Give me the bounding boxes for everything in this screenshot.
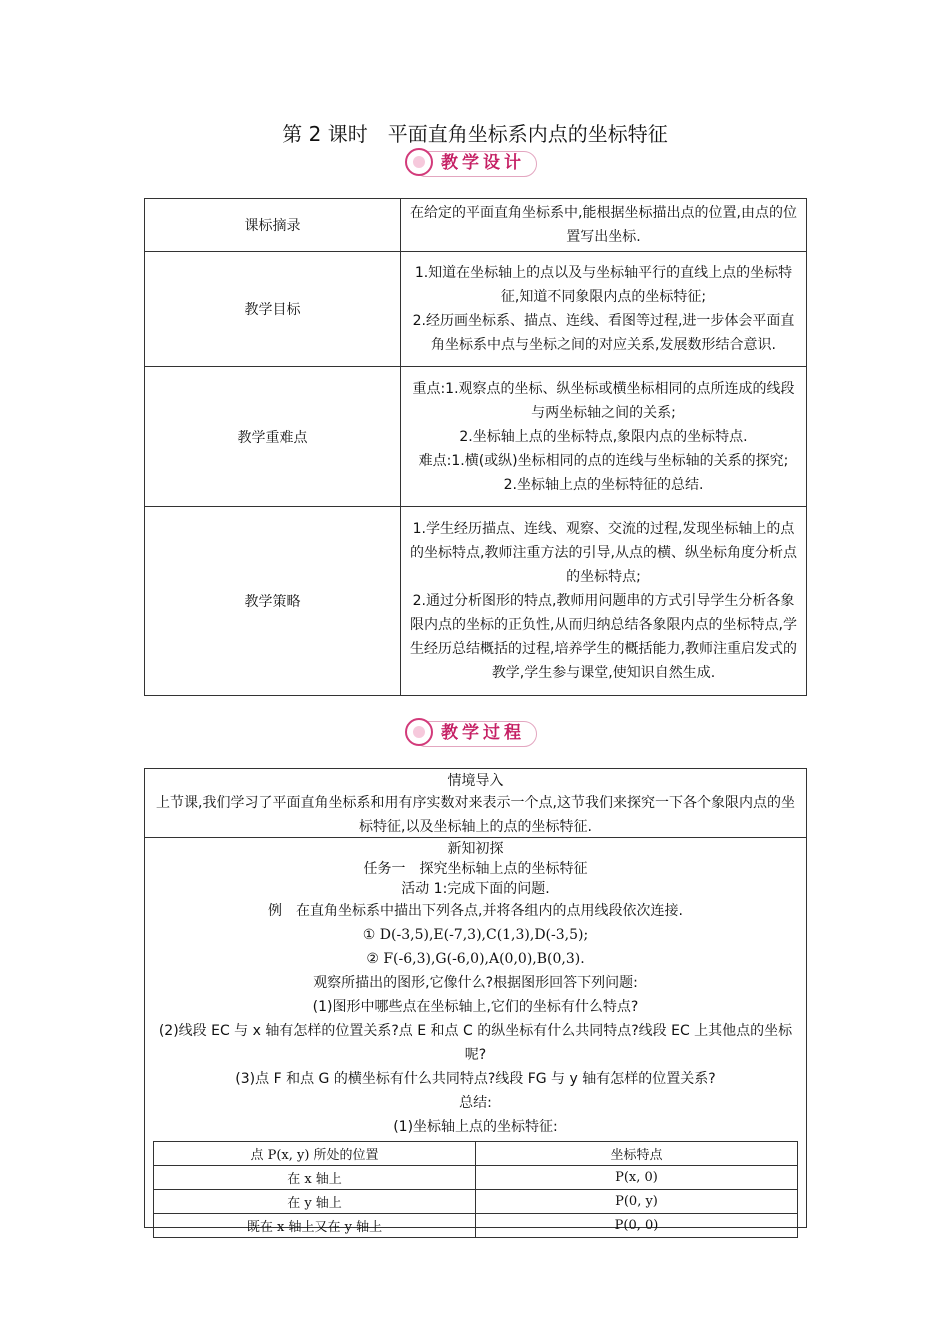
table-row [145, 367, 807, 507]
row-value: 在给定的平面直角坐标系中,能根据坐标描出点的位置,由点的位置写出坐标. [401, 199, 807, 252]
table-cell: 既在 x 轴上又在 y 轴上 [154, 1214, 476, 1238]
section-badge-process [405, 718, 537, 748]
table-row [154, 1214, 798, 1238]
table-row [145, 199, 807, 252]
table-cell: P(x, 0) [476, 1166, 798, 1190]
explore-box [144, 838, 807, 1235]
summary-title: 总结: [459, 1095, 492, 1111]
column-header: 点 P(x, y) 所处的位置 [154, 1142, 476, 1166]
badge-label: 教学过程 [441, 723, 525, 743]
table-header-row [154, 1142, 798, 1166]
question-3: (3)点 F 和点 G 的横坐标有什么共同特点?线段 FG 与 y 轴有怎样的位置关系? [235, 1071, 716, 1087]
point-group-1: ① D(-3,5),E(-7,3),C(1,3),D(-3,5); [362, 927, 589, 943]
row-key: 教学目标 [145, 252, 401, 367]
table-row [154, 1190, 798, 1214]
observe-text: 观察所描出的图形,它像什么?根据图形回答下列问题: [313, 975, 638, 991]
table-row [145, 507, 807, 696]
table-cell: P(0, y) [476, 1190, 798, 1214]
page-title: 第 2 课时 平面直角坐标系内点的坐标特征 [282, 122, 668, 146]
table-cell: 在 y 轴上 [154, 1190, 476, 1214]
row-value: 1.学生经历描点、连线、观察、交流的过程,发现坐标轴上的点的坐标特点,教师注重方法的引导,从点的横、纵坐标角度分析点的坐标特点; 2.通过分析图形的特点,教师用问题串的方式引导学生分析各象限内点的坐标的正负性,从而归纳总结各象限内点的坐标特点,学生经历总结概括的过程,培养学生的概括能力,教师注重启发式的教学,学生参与课堂,使知识自然生成. [401, 507, 807, 696]
column-header: 坐标特点 [476, 1142, 798, 1166]
question-1: (1)图形中哪些点在坐标轴上,它们的坐标有什么特点? [312, 999, 639, 1015]
intro-title: 情境导入 [447, 773, 504, 789]
intro-box [144, 768, 807, 838]
row-value: 1.知道在坐标轴上的点以及与坐标轴平行的直线上点的坐标特征,知道不同象限内点的坐标特征; 2.经历画坐标系、描点、连线、看图等过程,进一步体会平面直角坐标系中点与坐标之间的对应关系,发展数形结合意识. [401, 252, 807, 367]
section-badge-design [405, 148, 537, 178]
example-text: 例 在直角坐标系中描出下列各点,并将各组内的点用线段依次连接. [268, 903, 683, 919]
badge-icon [405, 718, 433, 746]
badge-label: 教学设计 [441, 153, 525, 173]
badge-icon [405, 148, 433, 176]
row-key: 课标摘录 [145, 199, 401, 252]
question-2: (2)线段 EC 与 x 轴有怎样的位置关系?点 E 和点 C 的纵坐标有什么共同特点?线段 EC 上其他点的坐标呢? [158, 1023, 793, 1063]
coordinate-features-table [153, 1141, 798, 1238]
task-title: 任务一 探究坐标轴上点的坐标特征 [363, 861, 588, 877]
activity-title: 活动 1:完成下面的问题. [401, 881, 550, 897]
table-row [145, 252, 807, 367]
table-cell: 在 x 轴上 [154, 1166, 476, 1190]
point-group-2: ② F(-6,3),G(-6,0),A(0,0),B(0,3). [366, 951, 585, 967]
design-table [144, 198, 807, 696]
table-row [154, 1166, 798, 1190]
summary-item-1: (1)坐标轴上点的坐标特征: [393, 1119, 558, 1135]
row-key: 教学策略 [145, 507, 401, 696]
row-value: 重点:1.观察点的坐标、纵坐标或横坐标相同的点所连成的线段与两坐标轴之间的关系; 2.坐标轴上点的坐标特点,象限内点的坐标特点. 难点:1.横(或纵)坐标相同的点的连线与坐标轴的关系的探究; 2.坐标轴上点的坐标特征的总结. [401, 367, 807, 507]
row-key: 教学重难点 [145, 367, 401, 507]
table-cell: P(0, 0) [476, 1214, 798, 1238]
intro-text: 上节课,我们学习了平面直角坐标系和用有序实数对来表示一个点,这节我们来探究一下各个象限内点的坐标特征,以及坐标轴上的点的坐标特征. [156, 795, 795, 835]
explore-title: 新知初探 [447, 841, 504, 857]
